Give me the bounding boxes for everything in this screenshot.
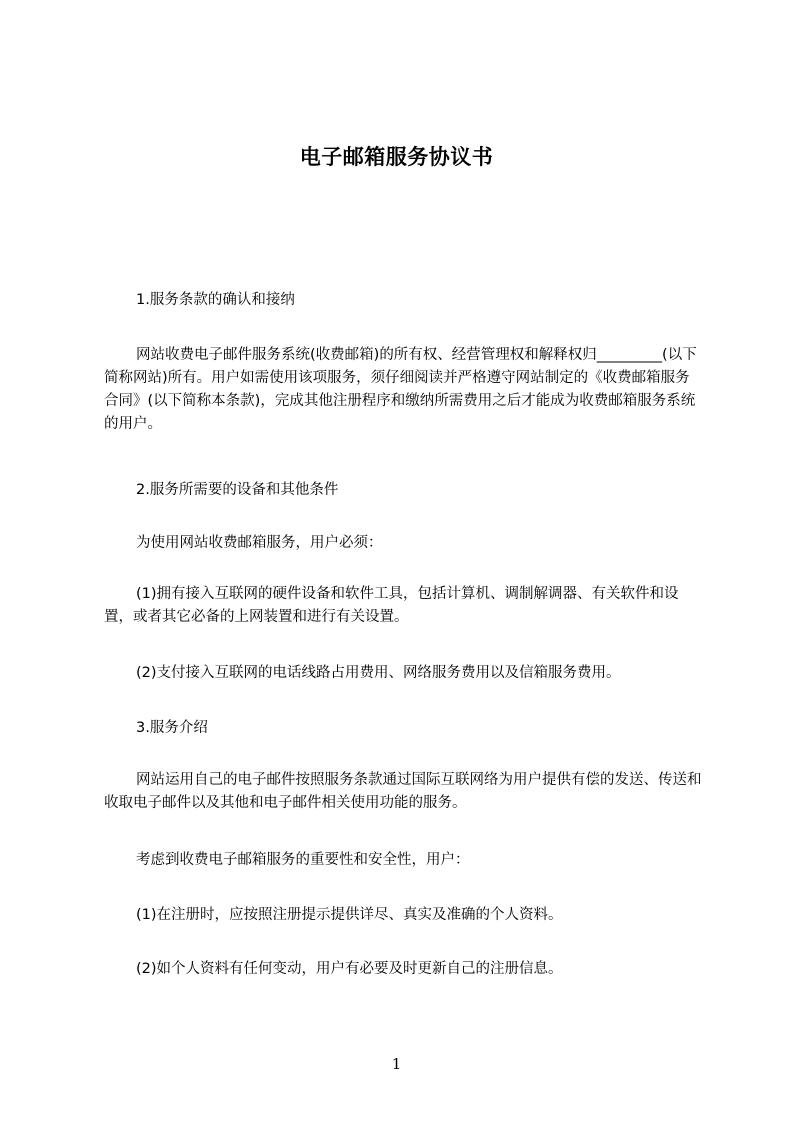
paragraph-obligation-2: (2)如个人资料有任何变动，用户有必要及时更新自己的注册信息。 xyxy=(136,961,563,977)
section-heading-2: 2.服务所需要的设备和其他条件 xyxy=(136,482,339,498)
paragraph-obligation-1: (1)在注册时，应按照注册提示提供详尽、真实及准确的个人资料。 xyxy=(136,907,563,923)
paragraph-requirement-1: (1)拥有接入互联网的硬件设备和软件工具，包括计算机、调制解调器、有关软件和设置，或者其它必备的上网装置和进行有关设置。 xyxy=(104,586,679,625)
paragraph-service-intro: 网站运用自己的电子邮件按照服务条款通过国际互联网络为用户提供有偿的发送、传送和收取电子邮件以及其他和电子邮件相关使用功能的服务。 xyxy=(104,772,702,811)
section-heading-1: 1.服务条款的确认和接纳 xyxy=(136,292,295,308)
paragraph-ownership: 网站收费电子邮件服务系统(收费邮箱)的所有权、经营管理权和解释权归_________(以下简称网站)所有。用户如需使用该项服务，须仔细阅读并严格遵守网站制定的《收费邮箱服务合同》(以下简称本条款)，完成其他注册程序和缴纳所需费用之后才能成为收费邮箱服务系统的用户。 xyxy=(104,347,697,432)
paragraph-requirements-intro: 为使用网站收费邮箱服务，用户必须： xyxy=(136,535,383,551)
paragraph-user-obligations-intro: 考虑到收费电子邮箱服务的重要性和安全性，用户： xyxy=(136,852,470,868)
section-heading-3: 3.服务介绍 xyxy=(136,720,208,736)
page-number: 1 xyxy=(391,1055,402,1073)
document-title: 电子邮箱服务协议书 xyxy=(299,145,494,169)
paragraph-requirement-2: (2)支付接入互联网的电话线路占用费用、网络服务费用以及信箱服务费用。 xyxy=(136,665,621,681)
